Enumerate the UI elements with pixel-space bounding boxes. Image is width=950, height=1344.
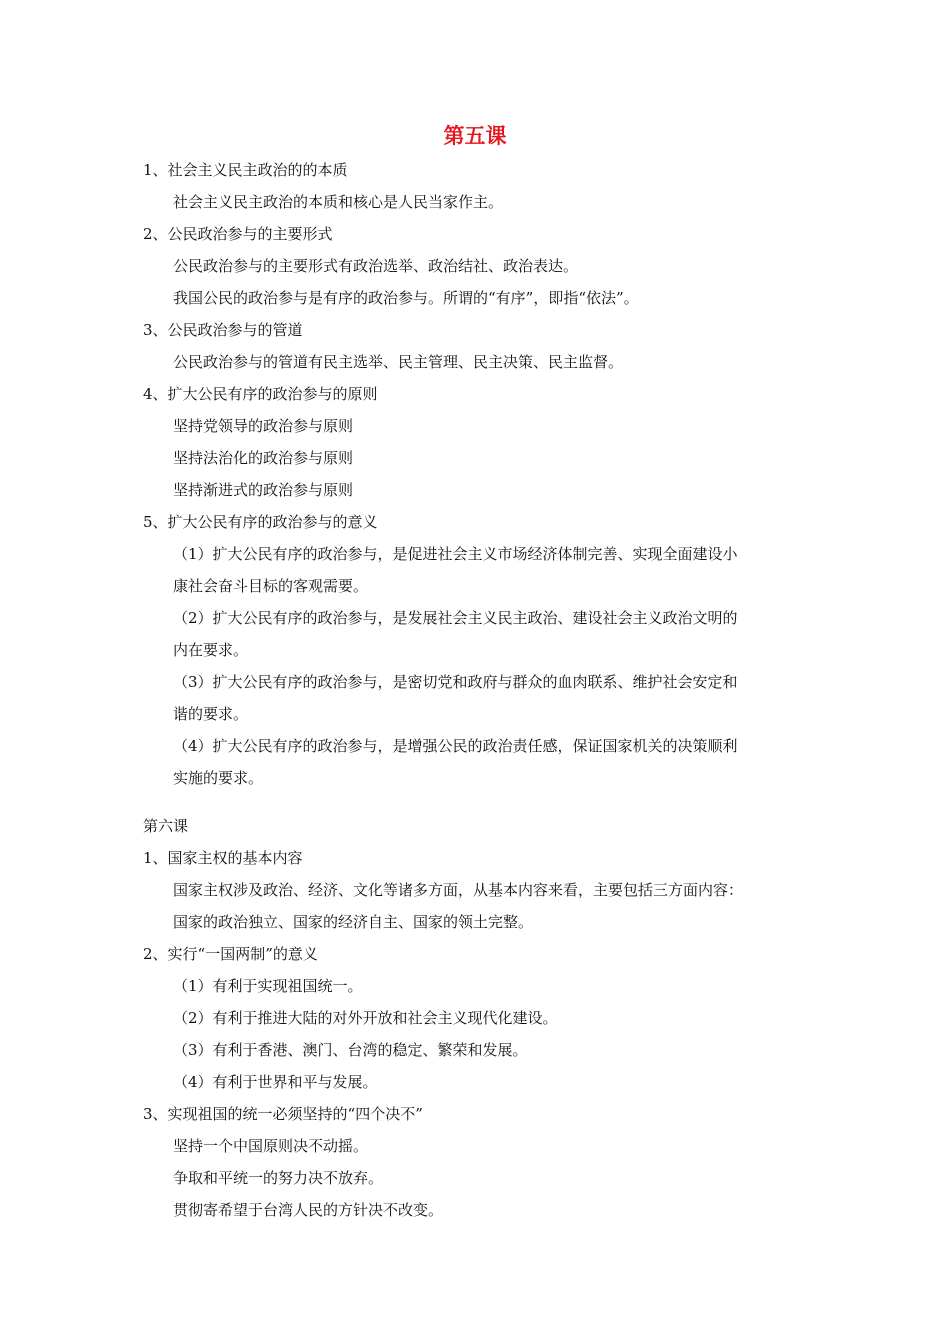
section-heading: 1、国家主权的基本内容 <box>143 849 303 867</box>
paragraph-line: 谐的要求。 <box>173 705 249 723</box>
page-title: 第五课 <box>443 124 507 148</box>
paragraph-line: 康社会奋斗目标的客观需要。 <box>173 577 369 595</box>
list-item: （2）有利于推进大陆的对外开放和社会主义现代化建设。 <box>173 1009 558 1027</box>
section-body: 国家的政治独立、国家的经济自主、国家的领土完整。 <box>173 913 534 931</box>
paragraph-line: 实施的要求。 <box>173 769 264 787</box>
section-body: 社会主义民主政治的本质和核心是人民当家作主。 <box>173 193 504 211</box>
list-item: （1）有利于实现祖国统一。 <box>173 977 363 995</box>
section-heading: 4、扩大公民有序的政治参与的原则 <box>143 385 378 403</box>
list-item: 坚持法治化的政治参与原则 <box>173 449 354 467</box>
paragraph-line: （4）扩大公民有序的政治参与，是增强公民的政治责任感，保证国家机关的决策顺利 <box>173 737 738 755</box>
section-heading: 5、扩大公民有序的政治参与的意义 <box>143 513 378 531</box>
section-heading: 3、公民政治参与的管道 <box>143 321 303 339</box>
paragraph-line: （2）扩大公民有序的政治参与，是发展社会主义民主政治、建设社会主义政治文明的 <box>173 609 738 627</box>
section-body: 国家主权涉及政治、经济、文化等诸多方面，从基本内容来看，主要包括三方面内容： <box>173 881 744 899</box>
paragraph-line: （3）扩大公民有序的政治参与，是密切党和政府与群众的血肉联系、维护社会安定和 <box>173 673 738 691</box>
paragraph-line: 内在要求。 <box>173 641 249 659</box>
lesson-title: 第六课 <box>143 817 189 835</box>
list-item: 坚持党领导的政治参与原则 <box>173 417 354 435</box>
list-item: （4）有利于世界和平与发展。 <box>173 1073 378 1091</box>
list-item: 坚持一个中国原则决不动摇。 <box>173 1137 369 1155</box>
list-item: 争取和平统一的努力决不放弃。 <box>173 1169 384 1187</box>
section-body: 公民政治参与的主要形式有政治选举、政治结社、政治表达。 <box>173 257 579 275</box>
list-item: 坚持渐进式的政治参与原则 <box>173 481 354 499</box>
list-item: 贯彻寄希望于台湾人民的方针决不改变。 <box>173 1201 444 1219</box>
section-heading: 2、实行“一国两制”的意义 <box>143 945 318 963</box>
section-heading: 2、公民政治参与的主要形式 <box>143 225 333 243</box>
paragraph-line: （1）扩大公民有序的政治参与，是促进社会主义市场经济体制完善、实现全面建设小 <box>173 545 738 563</box>
section-heading: 1、社会主义民主政治的的本质 <box>143 161 348 179</box>
section-heading: 3、实现祖国的统一必须坚持的“四个决不” <box>143 1105 423 1123</box>
section-body: 我国公民的政治参与是有序的政治参与。所谓的“有序”，即指“依法”。 <box>173 289 639 307</box>
section-body: 公民政治参与的管道有民主选举、民主管理、民主决策、民主监督。 <box>173 353 624 371</box>
list-item: （3）有利于香港、澳门、台湾的稳定、繁荣和发展。 <box>173 1041 528 1059</box>
